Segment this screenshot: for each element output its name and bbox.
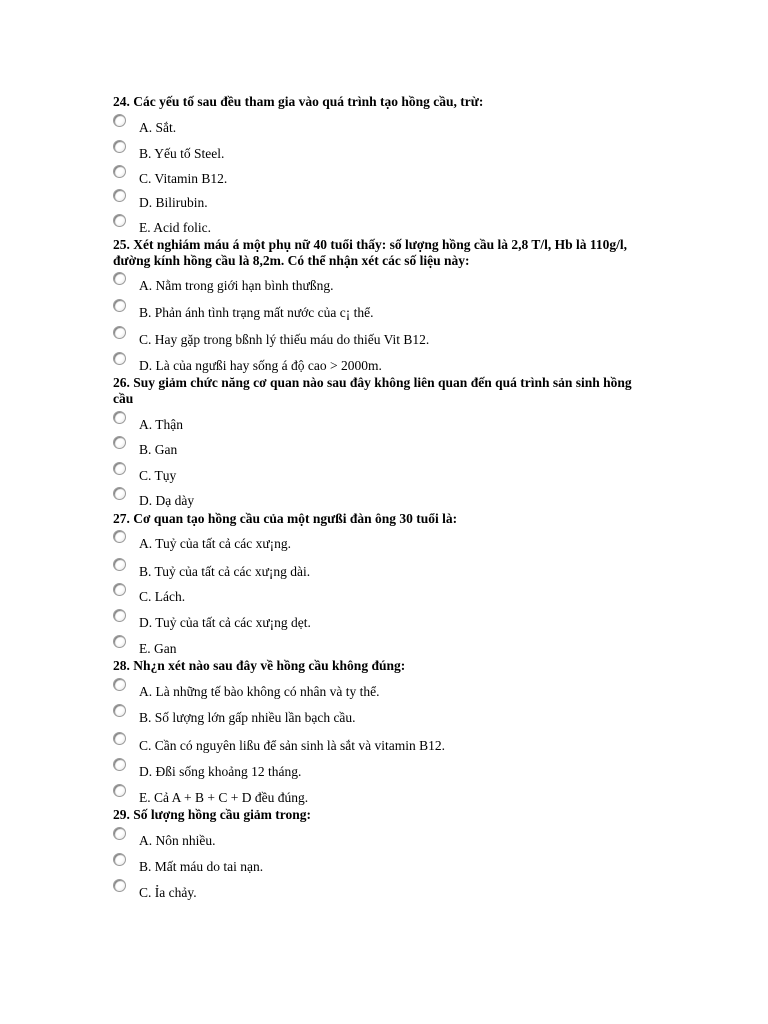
option-label: D. Tuỷ của tất cả các xư¡ng dẹt. — [139, 615, 311, 630]
question-24: 24. Các yếu tố sau đều tham gia vào quá trình tạo hồng cầu, trừ: — [113, 94, 484, 109]
radio-button-icon[interactable] — [113, 487, 126, 500]
option-label: E. Cả A + B + C + D đều đúng. — [139, 790, 309, 805]
option-label: C. Tụy — [139, 468, 177, 483]
option-label: C. Lách. — [139, 589, 186, 604]
option-label: B. Số lượng lớn gấp nhiều lần bạch cầu. — [139, 710, 356, 725]
radio-button-icon[interactable] — [113, 165, 126, 178]
radio-button-icon[interactable] — [113, 411, 126, 424]
option-label: A. Nôn nhiều. — [139, 833, 216, 848]
option-label: D. Bilirubin. — [139, 195, 208, 210]
option-label: B. Yếu tố Steel. — [139, 146, 225, 161]
radio-button-icon[interactable] — [113, 272, 126, 285]
radio-button-icon[interactable] — [113, 114, 126, 127]
option-label: A. Thận — [139, 417, 183, 432]
radio-button-icon[interactable] — [113, 704, 126, 717]
question-26: 26. Suy giảm chức năng cơ quan nào sau đây không liên quan đến quá trình sản sinh hồng cầu — [113, 375, 632, 406]
question-25: 25. Xét nghiám máu á một phụ nữ 40 tuổi thấy: số lượng hồng cầu là 2,8 T/l, Hb là 110g/l, đường kính hồng cầu là 8,2m. Có thể nhận xét các số liệu này: — [113, 237, 628, 268]
radio-button-icon[interactable] — [113, 853, 126, 866]
question-27: 27. Cơ quan tạo hồng cầu của một ngưßi đàn ông 30 tuổi là: — [113, 511, 458, 526]
radio-button-icon[interactable] — [113, 784, 126, 797]
option-label: B. Mất máu do tai nạn. — [139, 859, 264, 874]
question-29: 29. Số lượng hồng cầu giảm trong: — [113, 807, 311, 822]
option-label: A. Tuỷ của tất cả các xư¡ng. — [139, 536, 292, 551]
option-label: C. Hay gặp trong bßnh lý thiếu máu do thiếu Vit B12. — [139, 332, 430, 347]
radio-button-icon[interactable] — [113, 140, 126, 153]
option-label: D. Đßi sống khoảng 12 tháng. — [139, 764, 302, 779]
option-label: B. Phản ánh tình trạng mất nước của c¡ thể. — [139, 305, 374, 320]
option-label: C. Vitamin B12. — [139, 171, 228, 186]
radio-button-icon[interactable] — [113, 827, 126, 840]
radio-button-icon[interactable] — [113, 189, 126, 202]
option-label: B. Gan — [139, 442, 178, 457]
radio-button-icon[interactable] — [113, 299, 126, 312]
radio-button-icon[interactable] — [113, 326, 126, 339]
option-label: E. Gan — [139, 641, 177, 656]
question-28: 28. Nh¿n xét nào sau đây về hồng cầu không đúng: — [113, 658, 406, 673]
option-label: D. Dạ dày — [139, 493, 195, 508]
radio-button-icon[interactable] — [113, 609, 126, 622]
option-label: A. Nằm trong giới hạn bình thưßng. — [139, 278, 334, 293]
radio-button-icon[interactable] — [113, 678, 126, 691]
radio-button-icon[interactable] — [113, 583, 126, 596]
option-label: A. Sắt. — [139, 120, 177, 135]
radio-button-icon[interactable] — [113, 462, 126, 475]
option-label: B. Tuỷ của tất cả các xư¡ng dài. — [139, 564, 311, 579]
radio-button-icon[interactable] — [113, 214, 126, 227]
radio-button-icon[interactable] — [113, 530, 126, 543]
radio-button-icon[interactable] — [113, 732, 126, 745]
radio-button-icon[interactable] — [113, 558, 126, 571]
option-label: C. Ỉa chảy. — [139, 885, 197, 900]
option-label: E. Acid folic. — [139, 220, 211, 235]
option-label: C. Cần có nguyên lißu để sản sinh là sắt và vitamin B12. — [139, 738, 445, 753]
radio-button-icon[interactable] — [113, 352, 126, 365]
radio-button-icon[interactable] — [113, 758, 126, 771]
radio-button-icon[interactable] — [113, 436, 126, 449]
radio-button-icon[interactable] — [113, 879, 126, 892]
option-label: D. Là của ngưßi hay sống á độ cao > 2000m. — [139, 358, 382, 373]
option-label: A. Là những tế bào không có nhân và ty thể. — [139, 684, 380, 699]
radio-button-icon[interactable] — [113, 635, 126, 648]
